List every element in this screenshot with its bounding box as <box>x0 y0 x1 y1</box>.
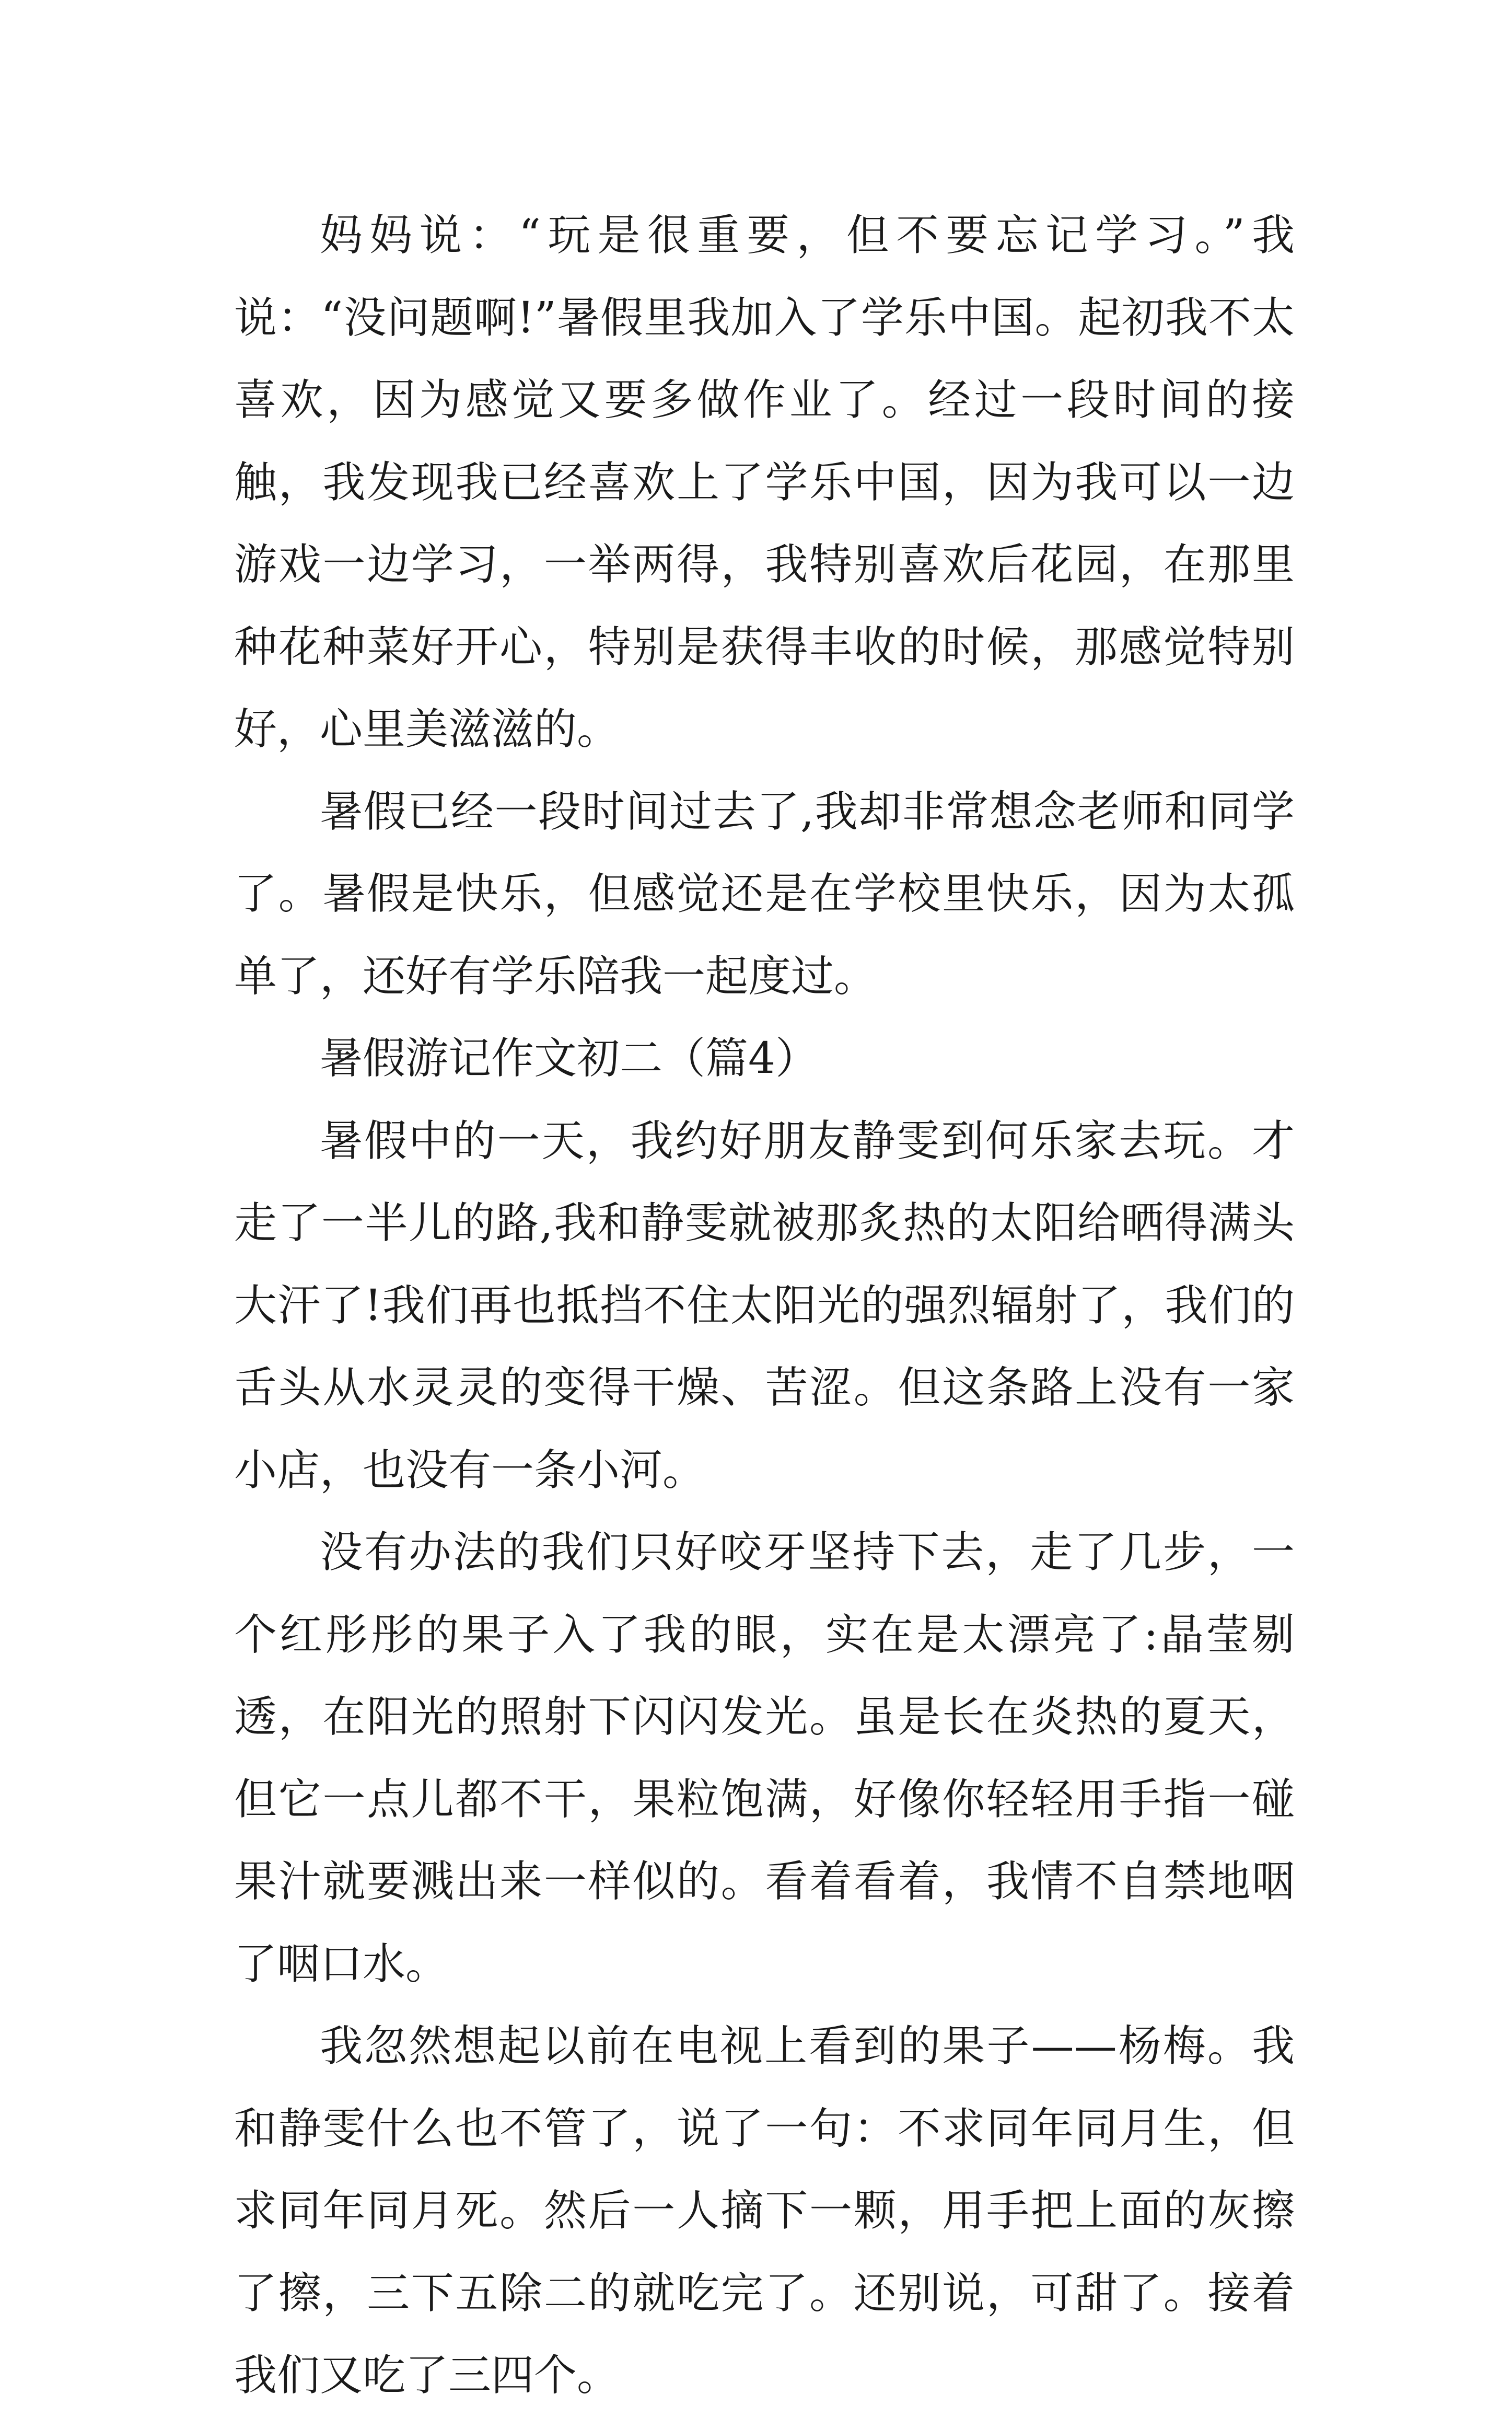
paragraph-red-fruit: 没有办法的我们只好咬牙坚持下去，走了几步，一个红彤彤的果子入了我的眼，实在是太漂亮了:晶莹剔透，在阳光的照射下闪闪发光。虽是长在炎热的夏天，但它一点儿都不干，果粒饱满，好像你轻轻用手指一碰果汁就要溅出来一样似的。看着看着，我情不自禁地咽了咽口水。 <box>234 1528 1295 1989</box>
paragraph-bayberry: 我忽然想起以前在电视上看到的果子——杨梅。我和静雯什么也不管了，说了一句：不求同年同月生，但求同年同月死。然后一人摘下一颗，用手把上面的灰擦了擦，三下五除二的就吃完了。还别说，可甜了。接着我们又吃了三四个。 <box>234 2021 1295 2400</box>
section-heading: 暑假游记作文初二（篇4） <box>320 1034 819 1083</box>
paragraph-hot-walk: 暑假中的一天，我约好朋友静雯到何乐家去玩。才走了一半儿的路,我和静雯就被那炙热的太阳给晒得满头大汗了!我们再也抵挡不住太阳光的强烈辐射了，我们的舌头从水灵灵的变得干燥、苦涩。但这条路上没有一家小店，也没有一条小河。 <box>234 1116 1295 1495</box>
paragraph-mom-reminder: 妈妈说：“玩是很重要，但不要忘记学习。”我说：“没问题啊!”暑假里我加入了学乐中国。起初我不太喜欢，因为感觉又要多做作业了。经过一段时间的接触，我发现我已经喜欢上了学乐中国，因为我可以一边游戏一边学习，一举两得，我特别喜欢后花园，在那里种花种菜好开心，特别是获得丰收的时候，那感觉特别好，心里美滋滋的。 <box>234 211 1295 754</box>
document-body <box>234 194 1295 2417</box>
paragraph-missing-school: 暑假已经一段时间过去了,我却非常想念老师和同学了。暑假是快乐，但感觉还是在学校里快乐，因为太孤单了，还好有学乐陪我一起度过。 <box>234 787 1295 1001</box>
